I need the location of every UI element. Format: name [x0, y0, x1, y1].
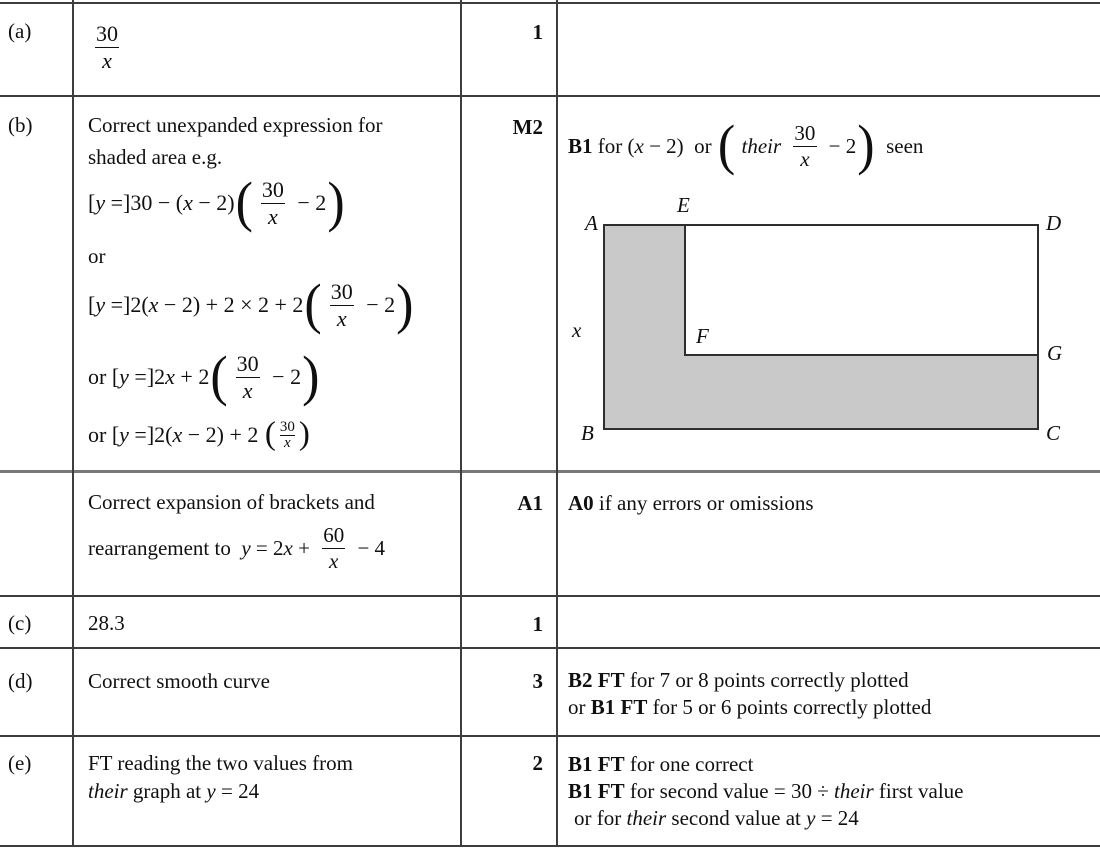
- marks-d: 3: [532, 669, 543, 693]
- answer-c: 28.3: [88, 611, 125, 635]
- table-border-top: [0, 2, 1100, 4]
- col-divider-marks-guidance: [556, 0, 558, 847]
- part-label-d: (d): [8, 669, 33, 693]
- answer-b2-line2: rearrangement to y = 2 x + $\frac{60}{x}$ − 4: [88, 522, 386, 573]
- answer-b-intro-line1: Correct unexpanded expression for: [88, 113, 383, 137]
- col-divider-part-answer: [72, 0, 74, 847]
- row-divider-d-e: [0, 735, 1100, 737]
- answer-b-expression-2: [ y =]2( x − 2) + 2 × 2 + 2 ( $\frac{30}{x}$ − 2 ): [88, 274, 414, 336]
- diagram-label-B: B: [581, 421, 594, 445]
- part-label-e: (e): [8, 751, 32, 775]
- guidance-b2: A0 if any errors or omissions: [568, 490, 814, 515]
- marks-a: 1: [532, 20, 543, 44]
- guidance-e-line3: or for their second value at y = 24: [574, 805, 859, 830]
- marks-b2: A1: [517, 491, 543, 515]
- answer-b2-line1: Correct expansion of brackets and: [88, 490, 375, 514]
- guidance-d-line2: or B1 FT for 5 or 6 points correctly plotted: [568, 694, 932, 719]
- answer-b-expression-4: or [ y =]2( x − 2) + 2 ( $\frac{30}{x}$ ): [88, 416, 310, 453]
- marks-e: 2: [532, 751, 543, 775]
- diagram-label-F: F: [696, 324, 709, 348]
- guidance-e-line2: B1 FT for second value = 30 ÷ their first value: [568, 778, 964, 803]
- row-divider-b2-c: [0, 595, 1100, 597]
- marks-c: 1: [532, 612, 543, 636]
- part-label-c: (c): [8, 611, 32, 635]
- answer-d: Correct smooth curve: [88, 669, 270, 693]
- guidance-b: B1 for ( x − 2) or ( their $\frac{30}{x}$ − 2 ) seen: [568, 115, 924, 177]
- diagram-label-C: C: [1046, 421, 1061, 445]
- part-label-b: (b): [8, 113, 33, 137]
- answer-a-fraction: $\frac{30}{x}$: [96, 20, 118, 73]
- marks-b: M2: [512, 115, 543, 139]
- guidance-e-line1: B1 FT for one correct: [568, 751, 754, 776]
- diagram-label-A: A: [585, 211, 598, 235]
- answer-b-expression-3: or [ y =]2 x + 2 ( $\frac{30}{x}$ − 2 ): [88, 346, 320, 408]
- answer-e-line2: their graph at y = 24: [88, 778, 260, 803]
- diagram-label-E: E: [677, 193, 690, 217]
- row-divider-b-b2: [0, 470, 1100, 473]
- answer-b-intro-line2: shaded area e.g.: [88, 145, 223, 169]
- part-label-a: (a): [8, 19, 32, 43]
- row-divider-a-b: [0, 95, 1100, 97]
- diagram-label-D: D: [1046, 211, 1062, 235]
- answer-e-line1: FT reading the two values from: [88, 751, 353, 775]
- table-border-bottom: [0, 845, 1100, 847]
- answer-b-expression-1: [ y =]30 − ( x − 2) ( $\frac{30}{x}$ − 2 ): [88, 172, 345, 234]
- row-divider-c-d: [0, 647, 1100, 649]
- answer-b-or: or: [88, 244, 106, 268]
- diagram-label-x: x: [572, 318, 582, 342]
- diagram-label-G: G: [1047, 341, 1063, 365]
- diagram-inner-white-rect: [684, 224, 1039, 356]
- guidance-d-line1: B2 FT for 7 or 8 points correctly plotted: [568, 667, 909, 692]
